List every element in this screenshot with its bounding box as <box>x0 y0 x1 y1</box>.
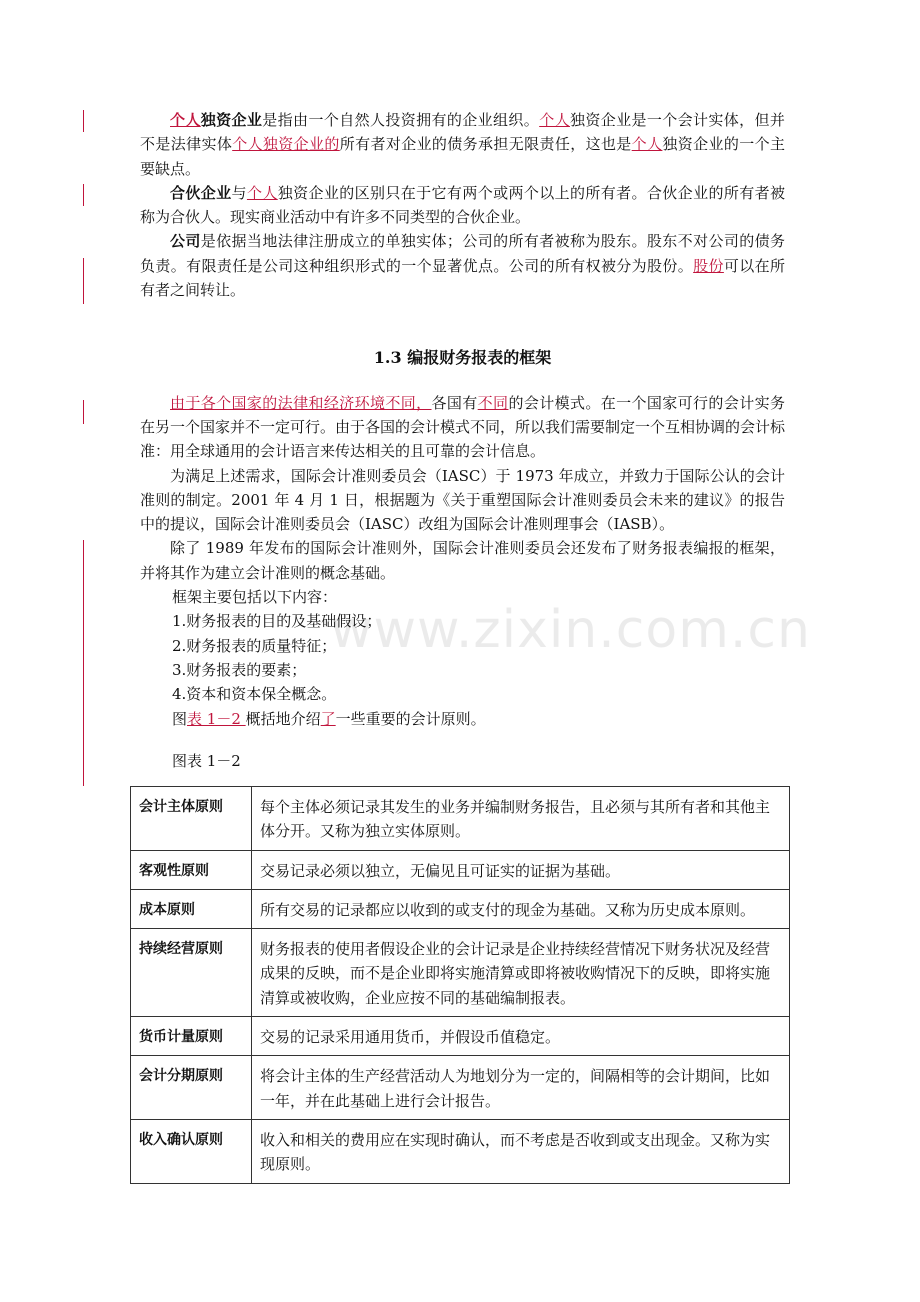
term-bold: 独资企业 <box>200 111 263 129</box>
revised-text[interactable]: 个人独资企业的 <box>232 135 340 154</box>
table-row <box>131 787 790 851</box>
table-row <box>131 1017 790 1056</box>
watermark: www.zixin.com.cn <box>330 600 811 660</box>
term-bold: 合伙企业 <box>170 183 232 202</box>
text: 所有者对企业的债务承担无限责任，这也是 <box>339 135 632 154</box>
table-row <box>131 889 790 928</box>
list-intro: 框架主要包括以下内容： <box>172 588 338 607</box>
principle-desc: 每个主体必须记录其发生的业务并编制财务报告，且必须与其所有者和其他主体分开。又称为独立实体原则。 <box>252 787 790 851</box>
paragraph-framework: 除了 1989 年发布的国际会计准则外，国际会计准则委员会还发布了财务报表编报的框架，并将其作为建立会计准则的概念基础。 <box>140 539 785 582</box>
list-item: 3.财务报表的要素； <box>172 660 307 679</box>
paragraph-iasc: 为满足上述需求，国际会计准则委员会（IASC）于 1973 年成立，并致力于国际公认的会计准则的制定。2001 年 4 月 1 日，根据题为《关于重塑国际会计准则委员会未来的建议》的报告中的提议，国际会计准则委员会（IASC）改组为国际会计准则理事会（IASB）。 <box>140 466 785 534</box>
revised-text[interactable]: 由于各个国家的法律和经济环境不同， <box>170 393 432 412</box>
principle-name: 客观性原则 <box>131 850 252 889</box>
table-row <box>131 850 790 889</box>
framework-list <box>140 585 785 731</box>
text: 可以在所有者之间转让。 <box>140 256 785 300</box>
revision-bar <box>83 184 84 206</box>
text: 独资企业的一个主要缺点。 <box>140 135 785 178</box>
list-item: 4.资本和资本保全概念。 <box>172 685 337 704</box>
principle-desc: 所有交易的记录都应以收到的或支付的现金为基础。又称为历史成本原则。 <box>252 889 790 928</box>
paragraph-figure-ref <box>140 707 785 731</box>
principle-desc: 收入和相关的费用应在实现时确认，而不考虑是否收到或支出现金。又称为实现原则。 <box>252 1119 790 1183</box>
revised-text[interactable]: 了 <box>320 709 336 728</box>
text: 独资企业的区别只在于它有两个或两个以上的所有者。合伙企业的所有者被称为合伙人。现实商业活动中有许多不同类型的合伙企业。 <box>140 183 785 227</box>
principle-name: 会计分期原则 <box>131 1056 252 1120</box>
revised-text[interactable]: 个人 <box>631 135 663 154</box>
text: 图 <box>172 709 188 728</box>
table-row <box>131 929 790 1017</box>
paragraph-models <box>140 391 785 464</box>
paragraph-sole-proprietorship <box>140 108 785 181</box>
text: 一些重要的会计原则。 <box>335 709 486 728</box>
text: 独资企业是一个会计实体，但并不是法律实体 <box>140 111 785 154</box>
revised-text[interactable]: 不同 <box>477 393 509 412</box>
revised-text[interactable]: 表 1－2 <box>187 709 246 728</box>
list-item: 1.财务报表的目的及基础假设； <box>172 612 382 631</box>
revision-bar <box>83 110 84 132</box>
principle-name: 持续经营原则 <box>131 929 252 1017</box>
text: 各国有 <box>431 393 478 412</box>
principle-desc: 交易的记录采用通用货币，并假设币值稳定。 <box>252 1017 790 1056</box>
section-heading: 1.3 编报财务报表的框架 <box>373 348 552 368</box>
term-bold: 公司 <box>170 232 201 251</box>
revised-text[interactable]: 个人 <box>539 111 570 129</box>
text: 的会计模式。在一个国家可行的会计实务在另一个国家并不一定可行。由于各国的会计模式不同，所以我们需要制定一个互相协调的会计标准：用全球通用的会计语言来传达相关的且可靠的会计信息。 <box>140 393 786 461</box>
paragraph-corporation <box>140 229 785 302</box>
text: 是指由一个自然人投资拥有的企业组织。 <box>262 111 540 129</box>
principle-desc: 将会计主体的生产经营活动人为地划分为一定的，间隔相等的会计期间，比如一年，并在此基础上进行会计报告。 <box>252 1056 790 1120</box>
principle-name: 成本原则 <box>131 889 252 928</box>
revised-text[interactable]: 个人 <box>246 183 278 202</box>
principles-table <box>130 786 790 1184</box>
revision-bar <box>83 400 84 424</box>
principle-name: 会计主体原则 <box>131 787 252 851</box>
revised-text[interactable]: 股份 <box>693 256 724 275</box>
revision-bar <box>83 540 84 786</box>
text: 概括地介绍 <box>245 709 321 728</box>
paragraph-partnership <box>140 181 785 230</box>
document-body <box>140 108 785 771</box>
text: 与 <box>231 183 247 202</box>
principle-desc: 财务报表的使用者假设企业的会计记录是企业持续经营情况下财务状况及经营成果的反映，而不是企业即将实施清算或即将被收购情况下的反映，即将实施清算或被收购，企业应按不同的基础编制报表。 <box>252 929 790 1017</box>
table-row <box>131 1056 790 1120</box>
principle-name: 收入确认原则 <box>131 1119 252 1183</box>
text: 是依据当地法律注册成立的单独实体；公司的所有者被称为股东。股东不对公司的债务负责。有限责任是公司这种组织形式的一个显著优点。公司的所有权被分为股份。 <box>140 232 785 275</box>
revised-text[interactable]: 个人 <box>170 111 201 129</box>
table-row <box>131 1119 790 1183</box>
table-caption: 图表 1－2 <box>172 751 241 770</box>
principle-desc: 交易记录必须以独立，无偏见且可证实的证据为基础。 <box>252 850 790 889</box>
revision-bar <box>83 258 84 304</box>
principle-name: 货币计量原则 <box>131 1017 252 1056</box>
list-item: 2.财务报表的质量特征； <box>172 636 337 655</box>
